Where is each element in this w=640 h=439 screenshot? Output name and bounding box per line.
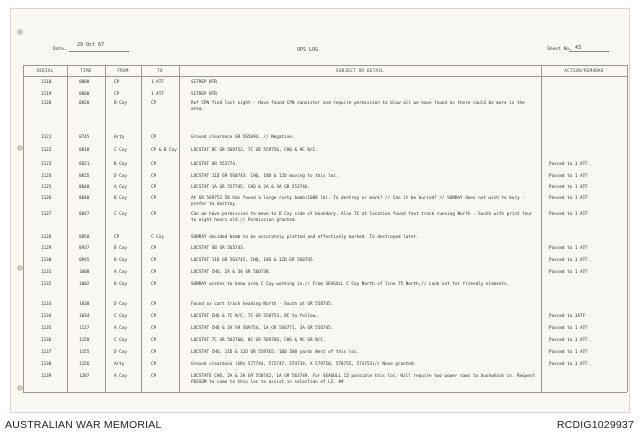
sheet-number: 43 <box>575 45 582 51</box>
log-cell-from: D Coy <box>114 258 127 263</box>
punch-hole-icon <box>17 29 23 35</box>
log-cell-from: CP <box>114 80 120 85</box>
log-cell-to: CP & B Coy <box>151 148 177 153</box>
log-cell-to: CP <box>151 246 157 251</box>
log-cell-time: 0800 <box>79 92 90 97</box>
log-cell-serial: 1138 <box>41 362 52 367</box>
log-cell-from: B Coy <box>114 196 127 201</box>
log-cell-time: 1002 <box>79 282 90 287</box>
log-cell-to: CP <box>151 314 157 319</box>
log-cell-time: 0850 <box>79 235 90 240</box>
log-cell-serial: 1128 <box>41 235 52 240</box>
log-cell-to: 1 ATF <box>151 92 164 97</box>
log-cell-subject: LOCSTAT CHQ & 2A GR 569754, 1A GR 560771, 3A GR 556745. <box>191 326 334 331</box>
date-label: Date. <box>53 47 67 52</box>
log-cell-serial: 1134 <box>41 314 52 319</box>
log-cell-serial: 1124 <box>41 174 52 179</box>
column-rule <box>141 65 142 392</box>
log-cell-time: 1030 <box>79 302 90 307</box>
log-cell-action: Passed to 1 ATF <box>549 350 588 355</box>
log-cell-serial: 1130 <box>41 258 52 263</box>
column-header-action: ACTION/REMARKS <box>564 68 604 73</box>
log-cell-action: Passed to 1 ATF <box>549 185 588 190</box>
column-rule <box>23 65 24 392</box>
log-cell-action: Passed to 1 ATF <box>549 196 588 201</box>
log-cell-time: 1156 <box>79 362 90 367</box>
log-cell-action: Passed to 1 ATF <box>549 258 588 263</box>
log-cell-subject: Can we have permission to move to D Coy side of boundary. Also 7C at location found foot track running North - South with print four to eight hours old.// Permission granted. <box>191 212 533 224</box>
log-cell-action: Passed to 1 ATF <box>549 212 588 217</box>
log-cell-to: C Coy <box>151 235 164 240</box>
date-underline <box>69 51 129 52</box>
log-cell-time: 0945 <box>79 258 90 263</box>
log-cell-time: 0840 <box>79 185 90 190</box>
log-cell-from: B Coy <box>114 162 127 167</box>
log-cell-action: Passed to 1 ATF <box>549 162 588 167</box>
column-header-subject: SUBJECT OR DETAIL <box>336 68 384 73</box>
log-cell-to: CP <box>151 302 157 307</box>
log-cell-serial: 1122 <box>41 148 52 153</box>
log-cell-action: Passed to 1 ATF <box>549 362 588 367</box>
log-cell-subject: LOCSTAT 11D GR 563745, CHQ, 10D & 12D GR 560745. <box>191 258 316 263</box>
column-header-from: FROM <box>117 68 129 73</box>
log-cell-action: Passed to 1 ATF <box>549 246 588 251</box>
log-cell-serial: 1136 <box>41 338 52 343</box>
log-cell-from: D Coy <box>114 302 127 307</box>
log-cell-from: D Coy <box>114 174 127 179</box>
archive-credit: AUSTRALIAN WAR MEMORIAL <box>5 419 162 431</box>
log-cell-action: Passed to 1 ATF <box>549 270 588 275</box>
sheet-label: Sheet No. <box>547 47 572 52</box>
log-cell-to: CP <box>151 374 157 379</box>
log-cell-serial: 1131 <box>41 270 52 275</box>
log-cell-subject: LOCSTAT 1A GR 557745, CHQ & 2A & 3A GR 553746. <box>191 185 310 190</box>
log-cell-action: Passed to 1ATF <box>549 314 586 319</box>
log-cell-to: CP <box>151 326 157 331</box>
log-cell-from: A Coy <box>114 185 127 190</box>
log-cell-serial: 1120 <box>41 101 52 106</box>
log-cell-subject: SITREP NTR <box>191 92 217 97</box>
log-cell-subject: LOCSTAT CHQ & 7C N/C, 7C GR 558753, 8C to follow. <box>191 314 318 319</box>
log-cell-to: CP <box>151 362 157 367</box>
log-cell-from: D Coy <box>114 350 127 355</box>
log-cell-to: CP <box>151 101 157 106</box>
log-cell-serial: 1119 <box>41 92 52 97</box>
column-rule <box>179 65 180 392</box>
log-cell-time: 1127 <box>79 326 90 331</box>
log-cell-subject: LOCSTAT CHQ, 11D & 12D GR 559765, 10D 200 yards West of this loc. <box>191 350 360 355</box>
log-cell-time: 1207 <box>79 374 90 379</box>
log-cell-from: C Coy <box>114 338 127 343</box>
log-cell-subject: SITREP NTR <box>191 80 217 85</box>
column-rule <box>541 65 542 392</box>
log-cell-action: Passed to 1 ATF <box>549 326 588 331</box>
log-cell-from: C Coy <box>114 314 127 319</box>
log-cell-serial: 1137 <box>41 350 52 355</box>
column-rule <box>105 65 106 392</box>
log-cell-subject: At GR 569752 5B has found a large rusty bomb(1000 lb). To destroy or mark? // Can it be buried? // SUNRAY does not wish to bury - prefer to destroy. <box>191 196 525 208</box>
log-cell-subject: Found ox cart track heading North - South at GR 558745. <box>191 302 334 307</box>
log-cell-serial: 1125 <box>41 185 52 190</box>
log-cell-from: CP <box>114 235 120 240</box>
log-cell-to: CP <box>151 135 157 140</box>
log-cell-to: CP <box>151 270 157 275</box>
log-cell-to: 1 ATF <box>151 80 164 85</box>
log-cell-action: Passed to 1 ATF <box>549 338 588 343</box>
log-cell-time: 1155 <box>79 350 90 355</box>
log-cell-time: 0745 <box>79 135 90 140</box>
log-cell-subject: LOCSTAT 11D GR 560743. CHQ, 10D & 12D moving to this loc. <box>191 174 339 179</box>
log-cell-subject: Ground clearance (GRs 577744, 572747, 574734, X 579750, 578755, 574753)// None granted. <box>191 362 417 367</box>
log-cell-from: D Coy <box>114 282 127 287</box>
log-cell-time: 0820 <box>79 101 90 106</box>
log-cell-to: CP <box>151 212 157 217</box>
log-cell-from: A Coy <box>114 374 127 379</box>
log-cell-to: CP <box>151 258 157 263</box>
log-cell-serial: 1121 <box>41 135 52 140</box>
log-cell-time: 0821 <box>79 162 90 167</box>
log-cell-subject: LOCSTAT 4B GR 563743. <box>191 246 246 251</box>
log-cell-from: B Coy <box>114 246 127 251</box>
log-cell-time: 0937 <box>79 246 90 251</box>
log-cell-from: A Coy <box>114 270 127 275</box>
log-cell-from: C Coy <box>114 212 127 217</box>
log-cell-subject: LOCSTAT 7C GR 562760, 8C GR 569766, CHQ & 9C GR N/C. <box>191 338 326 343</box>
log-cell-to: CP <box>151 162 157 167</box>
log-cell-serial: 1129 <box>41 246 52 251</box>
log-cell-time: 0840 <box>79 196 90 201</box>
column-rule <box>627 65 628 392</box>
log-cell-time: 1034 <box>79 314 90 319</box>
log-cell-from: B Coy <box>114 101 127 106</box>
log-cell-from: A Coy <box>114 326 127 331</box>
log-cell-to: CP <box>151 196 157 201</box>
date-value: 29 Oct 67 <box>77 42 105 48</box>
table-header-rule <box>23 76 627 77</box>
log-cell-to: CP <box>151 174 157 179</box>
log-cell-from: CP <box>114 92 120 97</box>
log-cell-serial: 1126 <box>41 196 52 201</box>
log-cell-time: 1150 <box>79 338 90 343</box>
log-cell-to: CP <box>151 350 157 355</box>
log-cell-to: CP <box>151 185 157 190</box>
column-header-time: TIME <box>80 68 92 73</box>
page-title: OPS LOG <box>297 47 319 53</box>
log-cell-time: 0847 <box>79 212 90 217</box>
log-cell-subject: SUNRAY decided bomb to be accurately plotted and effectively marked. To destroyed later. <box>191 235 419 240</box>
sheet-underline <box>569 51 609 52</box>
log-cell-subject: Ground clearance GR 565694. // Negative. <box>191 135 295 140</box>
log-cell-subject: LOCSTAT 8C GR 569752, 7C GR 559756, CHQ & 9C N/C. <box>191 148 318 153</box>
column-header-serial: SERIAL <box>36 68 54 73</box>
log-cell-serial: 1132 <box>41 282 52 287</box>
log-cell-serial: 1127 <box>41 212 52 217</box>
log-sheet <box>10 8 630 413</box>
log-cell-serial: 1139 <box>41 374 52 379</box>
column-rule <box>67 65 68 392</box>
log-cell-serial: 1123 <box>41 162 52 167</box>
log-cell-serial: 1118 <box>41 80 52 85</box>
log-cell-action: Passed to 1 ATF <box>549 174 588 179</box>
document-id: RCDIG1029937 <box>556 419 634 431</box>
log-cell-subject: Ref CPN find last night - Have found CPN cannister and require permission to blow all we have found as there could be more in the area. <box>191 101 525 113</box>
column-header-to: TO <box>157 68 163 73</box>
log-cell-subject: SUNRAY wishes to know area C Coy working in.// From SEAGULL C Coy North of line 75 North.// Look out for friendly elements. <box>191 282 510 287</box>
log-cell-from: Arty <box>114 135 125 140</box>
table-bottom-rule <box>23 392 627 393</box>
log-cell-time: 0818 <box>79 148 90 153</box>
log-cell-subject: LOCSTAT GR 555774. <box>191 162 238 167</box>
log-cell-to: CP <box>151 338 157 343</box>
log-cell-subject: LOCSTAT CHQ, 2A & 3A GR 560738. <box>191 270 272 275</box>
log-cell-time: 0825 <box>79 174 90 179</box>
log-cell-serial: 1135 <box>41 326 52 331</box>
log-cell-to: CP <box>151 282 157 287</box>
log-cell-serial: 1133 <box>41 302 52 307</box>
log-cell-time: 1000 <box>79 270 90 275</box>
log-cell-time: 0800 <box>79 80 90 85</box>
log-cell-subject: LOCSTATE CHQ, 2A & 3A GR 558742, 1A GR 563749. For SEAGULL 1Z possible this loc. Will require two power saws to bushwhack in. Request POSSUM to come to this loc to assist in selection of LZ. ## <box>191 374 536 386</box>
log-cell-from: C Coy <box>114 148 127 153</box>
log-cell-from: Arty <box>114 362 125 367</box>
